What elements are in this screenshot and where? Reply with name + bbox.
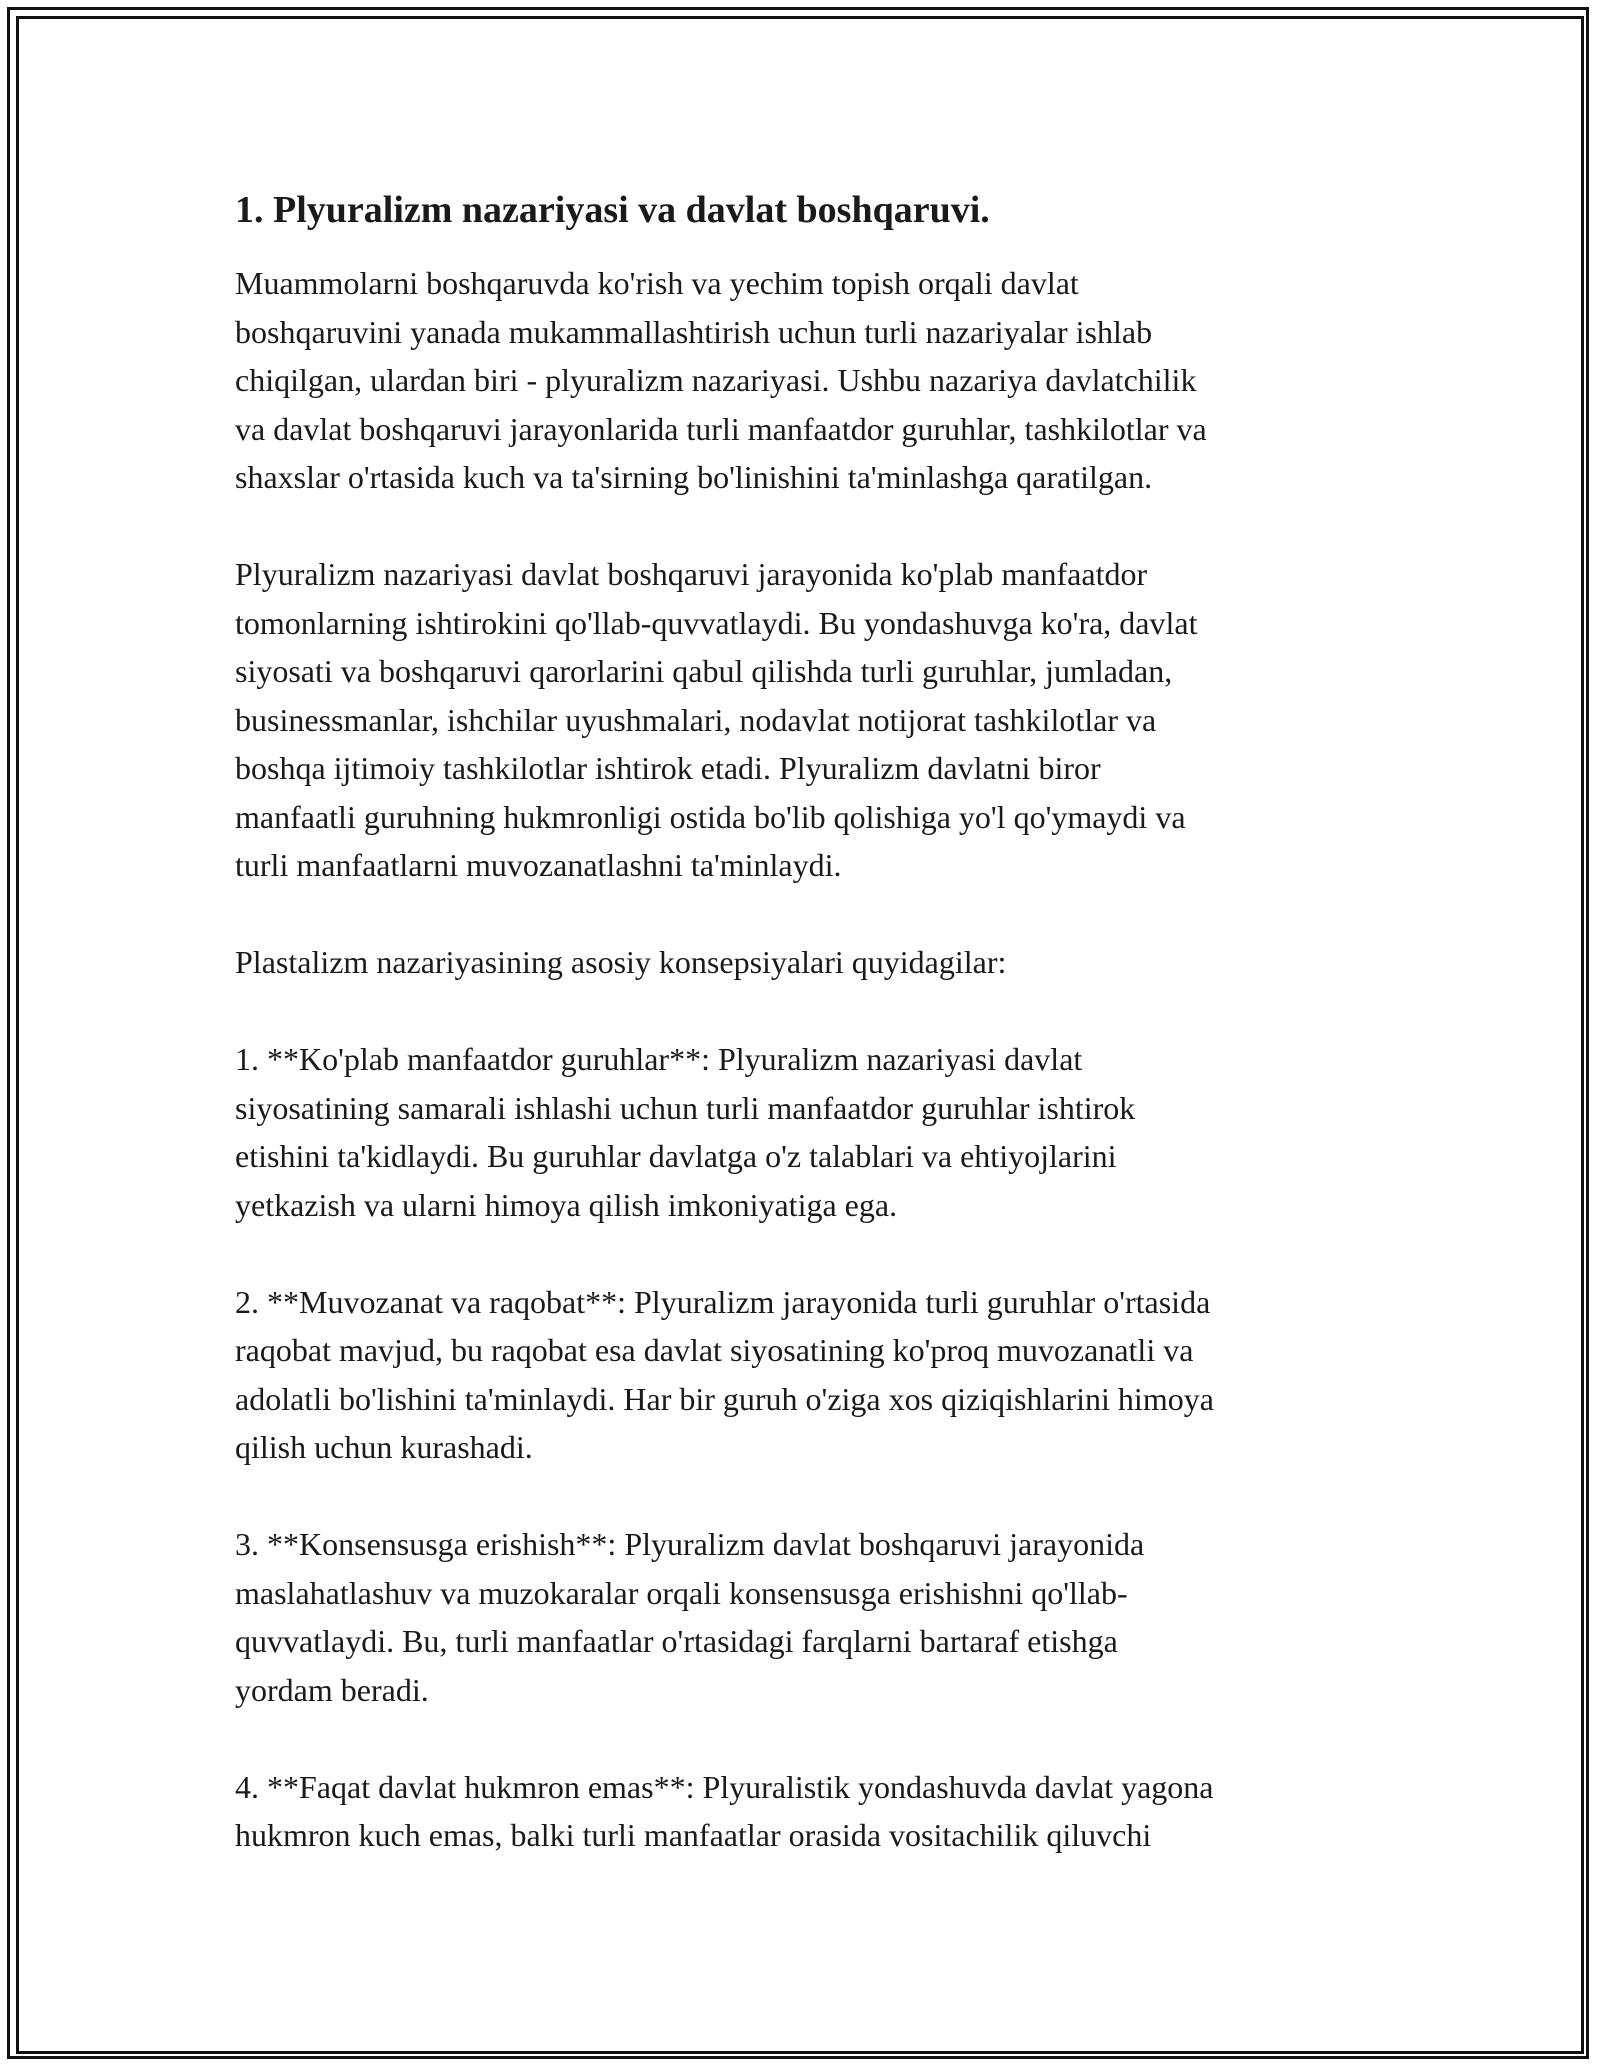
text-line: etishini ta'kidlaydi. Bu guruhlar davlatga o'z talablari va ehtiyojlarini bbox=[235, 1138, 1117, 1174]
document-body bbox=[235, 185, 1365, 1908]
text-line: maslahatlashuv va muzokaralar orqali konsensusga erishishni qo'llab- bbox=[235, 1574, 1128, 1611]
text-line: 2. **Muvozanat va raqobat**: Plyuralizm jarayonida turli guruhlar o'rtasida bbox=[235, 1283, 1211, 1320]
page-title: 1. Plyuralizm nazariyasi va davlat boshqaruvi. bbox=[235, 189, 990, 231]
text-line: chiqilgan, ulardan biri - plyuralizm nazariyasi. Ushbu nazariya davlatchilik bbox=[235, 362, 1197, 398]
text-line: boshqa ijtimoiy tashkilotlar ishtirok etadi. Plyuralizm davlatni biror bbox=[235, 750, 1101, 786]
text-line: yetkazish va ularni himoya qilish imkoniyatiga ega. bbox=[235, 1186, 898, 1223]
text-line: boshqaruvini yanada mukammallashtirish uchun turli nazariyalar ishlab bbox=[235, 313, 1153, 350]
text-line: shaxslar o'rtasida kuch va ta'sirning bo'linishini ta'minlashga qaratilgan. bbox=[235, 459, 1153, 495]
text-line: businessmanlar, ishchilar uyushmalari, nodavlat notijorat tashkilotlar va bbox=[235, 701, 1157, 738]
text-line: 1. **Ko'plab manfaatdor guruhlar**: Plyuralizm nazariyasi davlat bbox=[235, 1041, 1083, 1077]
text-line: siyosatining samarali ishlashi uchun turli manfaatdor guruhlar ishtirok bbox=[235, 1089, 1136, 1126]
text-line: tomonlarning ishtirokini qo'llab-quvvatlaydi. Bu yondashuvga ko'ra, davlat bbox=[235, 604, 1198, 641]
paragraph bbox=[235, 550, 1365, 890]
text-line: siyosati va boshqaruvi qarorlarini qabul qilishda turli guruhlar, jumladan, bbox=[235, 653, 1173, 689]
text-line: raqobat mavjud, bu raqobat esa davlat siyosatining ko'proq muvozanatli va bbox=[235, 1332, 1194, 1368]
text-line: Plastalizm nazariyasining asosiy konsepsiyalari quyidagilar: bbox=[235, 944, 1007, 980]
paragraph bbox=[235, 938, 1365, 987]
text-line: adolatli bo'lishini ta'minlaydi. Har bir guruh o'ziga xos qiziqishlarini himoya bbox=[235, 1380, 1214, 1417]
text-line: turli manfaatlarni muvozanatlashni ta'minlaydi. bbox=[235, 847, 842, 883]
paragraph bbox=[235, 1278, 1365, 1472]
text-line: yordam beradi. bbox=[235, 1671, 429, 1708]
text-line: 4. **Faqat davlat hukmron emas**: Plyuralistik yondashuvda davlat yagona bbox=[235, 1768, 1214, 1805]
paragraph bbox=[235, 1520, 1365, 1714]
text-line: hukmron kuch emas, balki turli manfaatlar orasida vositachilik qiluvchi bbox=[235, 1817, 1152, 1853]
text-line: manfaatli guruhning hukmronligi ostida bo'lib qolishiga yo'l qo'ymaydi va bbox=[235, 798, 1186, 835]
paragraph bbox=[235, 1035, 1365, 1229]
text-line: qilish uchun kurashadi. bbox=[235, 1429, 533, 1465]
text-line: Muammolarni boshqaruvda ko'rish va yechim topish orqali davlat bbox=[235, 265, 1079, 301]
paragraph-list bbox=[235, 259, 1365, 1860]
text-line: Plyuralizm nazariyasi davlat boshqaruvi jarayonida ko'plab manfaatdor bbox=[235, 556, 1148, 592]
text-line: va davlat boshqaruvi jarayonlarida turli manfaatdor guruhlar, tashkilotlar va bbox=[235, 410, 1207, 447]
text-line: quvvatlaydi. Bu, turli manfaatlar o'rtasidagi farqlarni bartaraf etishga bbox=[235, 1623, 1118, 1659]
paragraph bbox=[235, 1763, 1365, 1860]
paragraph bbox=[235, 259, 1365, 502]
text-line: 3. **Konsensusga erishish**: Plyuralizm davlat boshqaruvi jarayonida bbox=[235, 1526, 1145, 1562]
